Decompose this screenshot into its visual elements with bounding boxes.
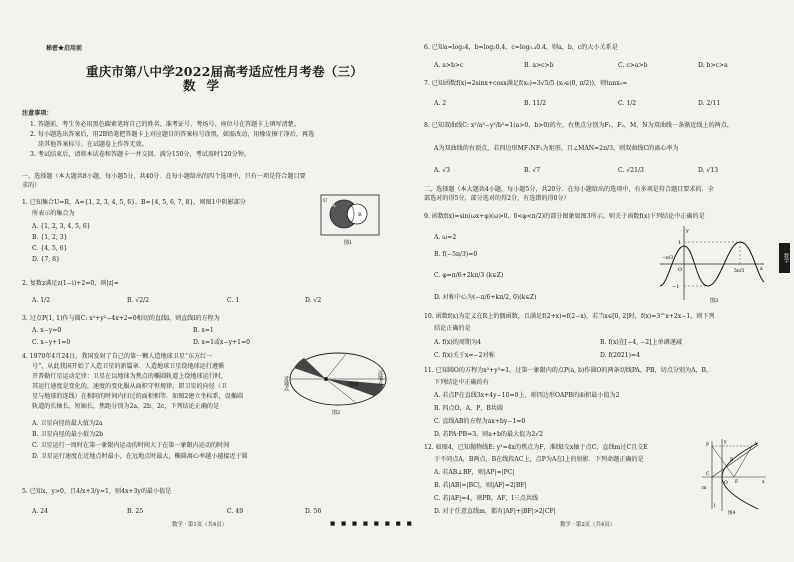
label-earth: 地球 — [348, 382, 359, 388]
exam-title: 重庆市第八中学2022届高考适应性月考卷（三） — [86, 64, 363, 79]
subject-title: 数学 — [183, 78, 231, 93]
q1-option-c: C. {4, 5, 6} — [32, 245, 68, 252]
q3-option-b: B. x=1 — [193, 327, 214, 334]
q10-option-b: B. f(x)在[−4, −2]上单调递减 — [600, 339, 682, 346]
question-4-line: 轨道的长轴长、短轴长、焦距分别为2a、2b、2c，下列结论正确的是 — [32, 403, 220, 410]
question-1-cont: 所表示的集合为 — [32, 210, 75, 217]
fig4-label-a: A — [754, 442, 758, 447]
parabola-figure-4 — [700, 437, 768, 515]
fig4-label-o: O — [724, 481, 728, 486]
figure-3-caption: 图3 — [710, 298, 719, 304]
question-11-line: 下列结论中正确的有 — [434, 379, 489, 386]
fig4-label-p: P — [706, 443, 710, 448]
q11-option-c: C. 直线AB的方程为ax+by−1=0 — [434, 418, 526, 425]
notice-heading: 注意事项： — [22, 110, 53, 117]
sine-graph-figure-3 — [658, 224, 766, 304]
venn-diagram-figure-1 — [320, 194, 380, 246]
fig4-label-x: x — [762, 480, 765, 485]
q8-option-d: D. √13 — [698, 167, 719, 174]
section-2-heading: 二、选择题（本大题共4小题，每小题5分，共20分．在每小题给出的选项中，有多项是符合题目要求的．全 — [424, 186, 714, 193]
q12-option-a: A. 若AB⊥BF，则|AP|=|PC| — [434, 469, 515, 476]
question-9: 9. 函数f(x)=sin(ωx+φ)(ω>0，0<φ<π/2)的部分图象如图3所示，则关于函数f(x)下列结论中正确的是 — [424, 213, 705, 220]
figure-4-caption: 图4 — [728, 511, 736, 516]
question-6: 6. 已知a=log₃4，b=log₂0.4，c=log₀.₄0.4，则a，b，c的大小关系是 — [424, 44, 618, 51]
center-binding-marks: ■ ■ ■ ■ ■ ■ ■ ■ — [330, 521, 414, 527]
q10-option-d: D. f(2021)=4 — [600, 352, 641, 359]
q1-option-b: B. {1, 2, 3} — [32, 234, 68, 241]
question-1: 1. 已知集合U=R，A={1, 2, 3, 4, 5, 6}，B={4, 5, 6, 7, 8}，则图1中阴影部分 — [22, 199, 246, 206]
fig4-label-y: y — [724, 440, 727, 445]
q4-option-d: D. 卫星运行速度在近地点时最小，在远地点时最大，椭圆离心率越小越接近于圆 — [32, 453, 248, 460]
q9-option-a: A. ω=2 — [434, 234, 457, 241]
q10-option-c: C. f(x)关于x=−2对称 — [434, 352, 495, 359]
question-3: 3. 过点P(1, 1)作与圆C: x²+y²−4x+2=0相切的直线l，则直线l的方程为 — [22, 315, 220, 322]
notice-line: 涂其他答案标号。在试题卷上作答无效。 — [38, 141, 148, 148]
q3-option-c: C. x−y+1=0 — [32, 339, 71, 346]
q9-option-d: D. 对称中心为(−π/6+kπ/2, 0)(k∈Z) — [434, 294, 537, 301]
question-12-line: 于不同点A，B两点，B在线段AC上，点P为A在l上的射影．下列命题正确的是 — [434, 456, 644, 463]
left-page-footer: 数学 · 第1页（共4页） — [172, 522, 228, 528]
notice-line: 3. 考试结束后，请将本试卷和答题卡一并交回。满分150分，考试用时120分钟。 — [30, 151, 250, 158]
question-10-line: 10. 函数f(x)为定义在R上的偶函数，且满足f(2+x)=f(2−x)，若当x∈[0, 2]时，f(x)=3^x+2x−1，则下列 — [424, 313, 715, 320]
section-1-heading: 一、选择题（本大题共8小题，每小题5分，共40分．在每小题给出的四个选项中，只有一项是符合题目要 — [22, 173, 306, 180]
q12-option-b: B. 若|AB|=|BC|，则|AF|=2|BF| — [434, 482, 527, 489]
q6-option-d: D. b>c>a — [698, 62, 728, 69]
q6-option-c: C. c>a>b — [618, 62, 648, 69]
figure-2-caption: 图2 — [332, 410, 341, 416]
origin-label: O — [678, 267, 683, 273]
axis-label-x: x — [760, 266, 763, 272]
venn-label-u: U — [323, 198, 328, 204]
fig4-label-l: l — [714, 504, 716, 509]
q2-option-d: D. √2 — [305, 297, 322, 304]
q4-option-c: C. 卫星运行一周时在第一象限内运动的时间大于在第一象限内运动的时间 — [32, 442, 230, 449]
q10-option-a: A. f(x)的周期为4 — [434, 339, 481, 346]
q2-option-c: C. 1 — [227, 297, 240, 304]
q8-option-a: A. √3 — [434, 167, 451, 174]
side-subject-tab: 数学 — [779, 243, 790, 273]
q6-option-b: B. a>c>b — [524, 62, 554, 69]
label-far-point: 远地点 — [377, 370, 383, 385]
q7-option-b: B. 11/2 — [524, 100, 547, 107]
fig4-label-c: C — [706, 472, 710, 477]
tick-label-neg1: −1 — [672, 284, 680, 290]
question-8-line: 8. 已知双曲线C: x²/a²−y²/b²=1(a>0，b>0)的左、右焦点分别为F₁，F₂，M，N为双曲线一条渐近线上的两点， — [424, 122, 733, 129]
q5-option-b: B. 25 — [127, 508, 144, 515]
fig4-label-m: m — [702, 486, 707, 491]
fig4-label-b: B — [730, 458, 734, 463]
q2-option-a: A. 1/2 — [32, 297, 51, 304]
right-page-footer: 数学 · 第2页（共4页） — [560, 522, 616, 528]
satellite-orbit-figure-2 — [283, 346, 390, 416]
notice-line: 2. 每小题选出答案后，用2B铅笔把答题卡上对应题目的答案标号涂黑，如需改动，用橡皮擦干净后，再选 — [30, 131, 315, 138]
question-4-line: 号”，从此我国开始了人造卫星的新篇章．人造地球卫星绕地球运行遵循 — [32, 363, 225, 370]
q9-option-b: B. f(−5π/3)=0 — [434, 251, 478, 258]
question-4-line: 4. 1970年4月24日，我国发射了自己的第一颗人造地球卫星“东方红一 — [22, 353, 213, 360]
venn-label-a: A — [332, 203, 336, 209]
section-2-heading-cont: 部选对的得5分，部分选对的得2分，有选错的得0分） — [424, 195, 570, 202]
tick-label-1: 1 — [678, 240, 682, 246]
figure-1-caption: 图1 — [344, 240, 353, 246]
q4-option-a: A. 卫星向径的最大值为2a — [32, 420, 103, 427]
q7-option-d: D. 2/11 — [698, 100, 721, 107]
question-4-line: 开普勒行星运动定律：卫星在以地球为焦点的椭圆轨道上绕地球运行时， — [32, 373, 227, 380]
q3-option-d: D. x=1或x−y+1=0 — [193, 339, 251, 346]
q7-option-a: A. 2 — [434, 100, 447, 107]
axis-label-y: y — [686, 228, 689, 234]
q11-option-a: A. 若点P在直线3x+4y−10=0上，则四边形OAPB的面积最小值为2 — [434, 392, 620, 399]
question-7: 7. 已知函数f(x)=2sinx+cosx满足f(x₀)=3√5/5 (x₀∈(0, π/2))，则tanx₀= — [424, 80, 628, 87]
q2-option-b: B. √2/2 — [127, 297, 150, 304]
question-5: 5. 已知x，y>0，且4/x+3/y=1，则4x+3y的最小值是 — [22, 488, 172, 495]
tick-label-x1: −π/3 — [662, 256, 674, 261]
q8-option-c: C. √21/3 — [618, 167, 644, 174]
q5-option-a: A. 24 — [32, 508, 49, 515]
question-10-line: 结论正确的是 — [434, 325, 471, 332]
q12-option-c: C. 若|AF|=4，则PB，AF，l三点共线 — [434, 495, 539, 502]
section-1-heading-cont: 求的） — [22, 182, 41, 189]
q5-option-d: D. 56 — [305, 508, 322, 515]
q1-option-d: D. {7, 8} — [32, 256, 60, 263]
question-11-line: 11. 已知圆O的方程为x²+y²=1，过第一象限内的点P(a, b)作圆O的两条切线PA，PB，切点分别为A，B， — [424, 367, 713, 374]
q1-option-a: A. {1, 2, 3, 4, 5, 6} — [32, 223, 91, 230]
notice-line: 1. 答题前，考生务必用黑色碳素笔将自己的姓名、准考证号、考场号、座位号在答题卡上填写清楚。 — [30, 121, 300, 128]
q11-option-d: D. 若PA·PB=3，则a+b的最大值为2√2 — [434, 431, 544, 438]
tick-label-x2: 5π/3 — [734, 269, 745, 274]
question-8-line: A为双曲线的右顶点，若四边形MF₁NF₂为矩形，且∠MAN=2π/3，则双曲线C的离心率为 — [434, 145, 679, 152]
q5-option-c: C. 49 — [227, 508, 244, 515]
fig4-label-f: F — [735, 480, 739, 485]
question-4-line: 星与地球的连线）在相同的时间内扫过的面积相等．如图2建立坐标系，设椭圆 — [32, 393, 244, 400]
q12-option-d: D. 对于任意直线m，都有|AF|+|BF|>2|CF| — [434, 508, 556, 515]
q7-option-c: C. 1/2 — [618, 100, 637, 107]
q3-option-a: A. x−y=0 — [32, 327, 62, 334]
q11-option-b: B. 四点O，A，P，B共圆 — [434, 405, 503, 412]
venn-label-b: B — [358, 212, 362, 218]
q9-option-c: C. φ=π/6+2kπ/3 (k∈Z) — [434, 272, 504, 279]
q8-option-b: B. √7 — [524, 167, 541, 174]
q6-option-a: A. a>b>c — [434, 62, 464, 69]
confidential-mark: 秘密★启用前 — [46, 45, 83, 52]
question-4-line: 其运行速度是变化的，速度的变化服从面积守恒规律，即卫星的向径（卫 — [32, 383, 227, 390]
right-page — [400, 0, 794, 562]
q4-option-b: B. 卫星向径的最小值为2b — [32, 431, 103, 438]
label-near-point: 近地点 — [283, 376, 289, 391]
question-2: 2. 复数z满足z(1−i)+2=0，则|z|= — [22, 280, 119, 287]
question-12-line: 12. 如图4，已知抛物线E: y²=4x的焦点为F，准线l交x轴于点C，直线m过C且交E — [424, 444, 648, 451]
